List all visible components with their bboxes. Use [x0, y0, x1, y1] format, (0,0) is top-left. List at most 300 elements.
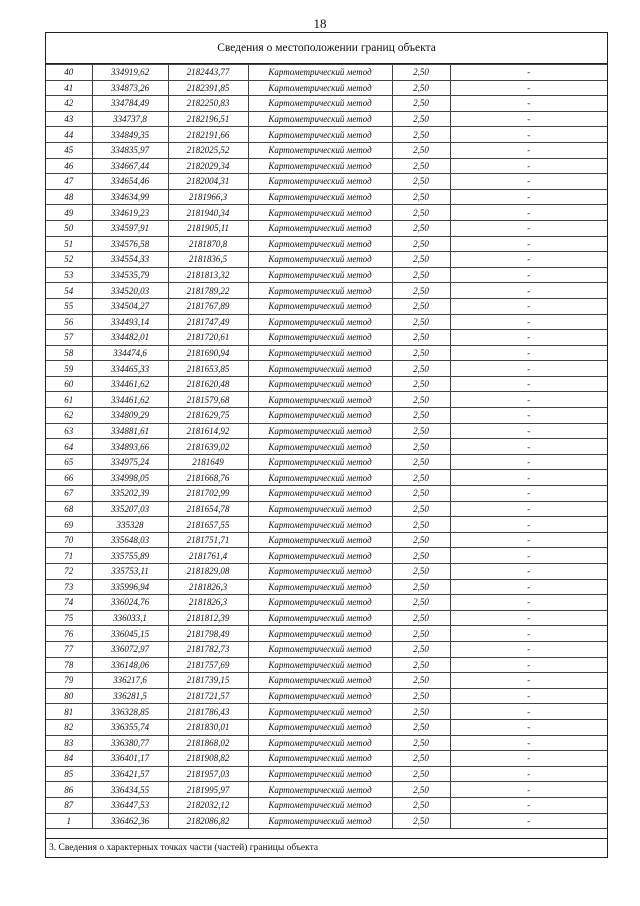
x-coordinate-cell: 336217,6	[92, 673, 168, 689]
point-number-cell: 63	[46, 423, 92, 439]
point-number-cell: 81	[46, 704, 92, 720]
y-coordinate-cell: 2181739,15	[168, 673, 248, 689]
y-coordinate-cell: 2182191,66	[168, 127, 248, 143]
description-cell: -	[450, 174, 607, 190]
method-cell: Картометрический метод	[248, 517, 392, 533]
description-cell: -	[450, 111, 607, 127]
description-cell: -	[450, 766, 607, 782]
accuracy-cell: 2,50	[392, 80, 450, 96]
accuracy-cell: 2,50	[392, 470, 450, 486]
x-coordinate-cell: 334482,01	[92, 330, 168, 346]
table-row	[46, 80, 607, 96]
table-row	[46, 174, 607, 190]
method-cell: Картометрический метод	[248, 283, 392, 299]
y-coordinate-cell: 2181905,11	[168, 220, 248, 236]
table-row	[46, 236, 607, 252]
x-coordinate-cell: 334849,35	[92, 127, 168, 143]
accuracy-cell: 2,50	[392, 532, 450, 548]
point-number-cell: 68	[46, 501, 92, 517]
x-coordinate-cell: 335753,11	[92, 564, 168, 580]
y-coordinate-cell: 2181579,68	[168, 392, 248, 408]
y-coordinate-cell: 2182004,31	[168, 174, 248, 190]
accuracy-cell: 2,50	[392, 548, 450, 564]
method-cell: Картометрический метод	[248, 704, 392, 720]
method-cell: Картометрический метод	[248, 688, 392, 704]
section-title: Сведения о местоположении границ объекта	[46, 33, 607, 64]
accuracy-cell: 2,50	[392, 189, 450, 205]
y-coordinate-cell: 2181829,08	[168, 564, 248, 580]
x-coordinate-cell: 336072,97	[92, 641, 168, 657]
accuracy-cell: 2,50	[392, 486, 450, 502]
x-coordinate-cell: 334576,58	[92, 236, 168, 252]
accuracy-cell: 2,50	[392, 174, 450, 190]
point-number-cell: 48	[46, 189, 92, 205]
point-number-cell: 40	[46, 65, 92, 81]
table-row	[46, 719, 607, 735]
description-cell: -	[450, 751, 607, 767]
description-cell: -	[450, 314, 607, 330]
table-row	[46, 579, 607, 595]
x-coordinate-cell: 336434,55	[92, 782, 168, 798]
description-cell: -	[450, 205, 607, 221]
table-row	[46, 376, 607, 392]
y-coordinate-cell: 2181812,39	[168, 610, 248, 626]
table-row	[46, 205, 607, 221]
table-row	[46, 158, 607, 174]
y-coordinate-cell: 2182032,12	[168, 797, 248, 813]
x-coordinate-cell: 334667,44	[92, 158, 168, 174]
x-coordinate-cell: 334809,29	[92, 408, 168, 424]
table-row	[46, 501, 607, 517]
description-cell: -	[450, 236, 607, 252]
table-row	[46, 298, 607, 314]
method-cell: Картометрический метод	[248, 454, 392, 470]
x-coordinate-cell: 334461,62	[92, 392, 168, 408]
table-row	[46, 688, 607, 704]
table-row	[46, 267, 607, 283]
point-number-cell: 50	[46, 220, 92, 236]
accuracy-cell: 2,50	[392, 626, 450, 642]
point-number-cell: 78	[46, 657, 92, 673]
accuracy-cell: 2,50	[392, 797, 450, 813]
table-row	[46, 439, 607, 455]
method-cell: Картометрический метод	[248, 439, 392, 455]
description-cell: -	[450, 142, 607, 158]
description-cell: -	[450, 610, 607, 626]
y-coordinate-cell: 2181826,3	[168, 579, 248, 595]
x-coordinate-cell: 335202,39	[92, 486, 168, 502]
method-cell: Картометрический метод	[248, 626, 392, 642]
method-cell: Картометрический метод	[248, 96, 392, 112]
accuracy-cell: 2,50	[392, 345, 450, 361]
x-coordinate-cell: 334881,61	[92, 423, 168, 439]
point-number-cell: 84	[46, 751, 92, 767]
method-cell: Картометрический метод	[248, 641, 392, 657]
point-number-cell: 80	[46, 688, 92, 704]
accuracy-cell: 2,50	[392, 454, 450, 470]
x-coordinate-cell: 336447,53	[92, 797, 168, 813]
y-coordinate-cell: 2181813,32	[168, 267, 248, 283]
y-coordinate-cell: 2181668,76	[168, 470, 248, 486]
x-coordinate-cell: 334975,24	[92, 454, 168, 470]
description-cell: -	[450, 392, 607, 408]
x-coordinate-cell: 334520,03	[92, 283, 168, 299]
table-row	[46, 65, 607, 81]
accuracy-cell: 2,50	[392, 330, 450, 346]
description-cell: -	[450, 330, 607, 346]
y-coordinate-cell: 2181690,94	[168, 345, 248, 361]
accuracy-cell: 2,50	[392, 392, 450, 408]
accuracy-cell: 2,50	[392, 517, 450, 533]
point-number-cell: 67	[46, 486, 92, 502]
point-number-cell: 56	[46, 314, 92, 330]
table-row	[46, 751, 607, 767]
table-row	[46, 220, 607, 236]
x-coordinate-cell: 334493,14	[92, 314, 168, 330]
accuracy-cell: 2,50	[392, 236, 450, 252]
method-cell: Картометрический метод	[248, 298, 392, 314]
description-cell: -	[450, 189, 607, 205]
x-coordinate-cell: 336045,15	[92, 626, 168, 642]
point-number-cell: 59	[46, 361, 92, 377]
method-cell: Картометрический метод	[248, 719, 392, 735]
method-cell: Картометрический метод	[248, 392, 392, 408]
description-cell: -	[450, 517, 607, 533]
y-coordinate-cell: 2181966,3	[168, 189, 248, 205]
method-cell: Картометрический метод	[248, 766, 392, 782]
y-coordinate-cell: 2181868,02	[168, 735, 248, 751]
accuracy-cell: 2,50	[392, 657, 450, 673]
y-coordinate-cell: 2181649	[168, 454, 248, 470]
y-coordinate-cell: 2181639,02	[168, 439, 248, 455]
accuracy-cell: 2,50	[392, 267, 450, 283]
accuracy-cell: 2,50	[392, 595, 450, 611]
x-coordinate-cell: 336148,06	[92, 657, 168, 673]
accuracy-cell: 2,50	[392, 111, 450, 127]
point-number-cell: 76	[46, 626, 92, 642]
method-cell: Картометрический метод	[248, 330, 392, 346]
method-cell: Картометрический метод	[248, 657, 392, 673]
point-number-cell: 79	[46, 673, 92, 689]
point-number-cell: 55	[46, 298, 92, 314]
table-row	[46, 96, 607, 112]
x-coordinate-cell: 334873,26	[92, 80, 168, 96]
y-coordinate-cell: 2182086,82	[168, 813, 248, 829]
x-coordinate-cell: 335755,89	[92, 548, 168, 564]
table-row	[46, 641, 607, 657]
method-cell: Картометрический метод	[248, 236, 392, 252]
y-coordinate-cell: 2181620,48	[168, 376, 248, 392]
description-cell: -	[450, 158, 607, 174]
point-number-cell: 58	[46, 345, 92, 361]
description-cell: -	[450, 657, 607, 673]
x-coordinate-cell: 335207,03	[92, 501, 168, 517]
method-cell: Картометрический метод	[248, 314, 392, 330]
table-row	[46, 392, 607, 408]
table-row	[46, 111, 607, 127]
accuracy-cell: 2,50	[392, 96, 450, 112]
accuracy-cell: 2,50	[392, 610, 450, 626]
point-number-cell: 82	[46, 719, 92, 735]
description-cell: -	[450, 782, 607, 798]
y-coordinate-cell: 2182029,34	[168, 158, 248, 174]
description-cell: -	[450, 454, 607, 470]
x-coordinate-cell: 335328	[92, 517, 168, 533]
table-row	[46, 735, 607, 751]
description-cell: -	[450, 704, 607, 720]
table-row	[46, 595, 607, 611]
description-cell: -	[450, 127, 607, 143]
accuracy-cell: 2,50	[392, 376, 450, 392]
x-coordinate-cell: 336328,85	[92, 704, 168, 720]
accuracy-cell: 2,50	[392, 252, 450, 268]
method-cell: Картометрический метод	[248, 423, 392, 439]
y-coordinate-cell: 2181657,55	[168, 517, 248, 533]
y-coordinate-cell: 2181782,73	[168, 641, 248, 657]
y-coordinate-cell: 2181629,75	[168, 408, 248, 424]
method-cell: Картометрический метод	[248, 361, 392, 377]
x-coordinate-cell: 334554,33	[92, 252, 168, 268]
y-coordinate-cell: 2181614,92	[168, 423, 248, 439]
x-coordinate-cell: 335648,03	[92, 532, 168, 548]
table-row	[46, 408, 607, 424]
x-coordinate-cell: 334737,8	[92, 111, 168, 127]
point-number-cell: 44	[46, 127, 92, 143]
description-cell: -	[450, 564, 607, 580]
point-number-cell: 87	[46, 797, 92, 813]
description-cell: -	[450, 408, 607, 424]
point-number-cell: 83	[46, 735, 92, 751]
method-cell: Картометрический метод	[248, 751, 392, 767]
point-number-cell: 41	[46, 80, 92, 96]
description-cell: -	[450, 96, 607, 112]
y-coordinate-cell: 2181995,97	[168, 782, 248, 798]
point-number-cell: 77	[46, 641, 92, 657]
description-cell: -	[450, 252, 607, 268]
accuracy-cell: 2,50	[392, 298, 450, 314]
description-cell: -	[450, 220, 607, 236]
table-row	[46, 532, 607, 548]
description-cell: -	[450, 579, 607, 595]
y-coordinate-cell: 2182025,52	[168, 142, 248, 158]
description-cell: -	[450, 376, 607, 392]
x-coordinate-cell: 334474,6	[92, 345, 168, 361]
y-coordinate-cell: 2181786,43	[168, 704, 248, 720]
y-coordinate-cell: 2181721,57	[168, 688, 248, 704]
y-coordinate-cell: 2181757,69	[168, 657, 248, 673]
accuracy-cell: 2,50	[392, 719, 450, 735]
coordinates-table-body	[46, 65, 607, 829]
point-number-cell: 45	[46, 142, 92, 158]
accuracy-cell: 2,50	[392, 127, 450, 143]
method-cell: Картометрический метод	[248, 376, 392, 392]
table-row	[46, 517, 607, 533]
description-cell: -	[450, 65, 607, 81]
method-cell: Картометрический метод	[248, 174, 392, 190]
x-coordinate-cell: 336462,36	[92, 813, 168, 829]
method-cell: Картометрический метод	[248, 735, 392, 751]
y-coordinate-cell: 2182391,85	[168, 80, 248, 96]
table-row	[46, 127, 607, 143]
y-coordinate-cell: 2181702,99	[168, 486, 248, 502]
y-coordinate-cell: 2182443,77	[168, 65, 248, 81]
accuracy-cell: 2,50	[392, 423, 450, 439]
y-coordinate-cell: 2181830,01	[168, 719, 248, 735]
accuracy-cell: 2,50	[392, 782, 450, 798]
method-cell: Картометрический метод	[248, 548, 392, 564]
method-cell: Картометрический метод	[248, 486, 392, 502]
y-coordinate-cell: 2181767,89	[168, 298, 248, 314]
point-number-cell: 64	[46, 439, 92, 455]
description-cell: -	[450, 439, 607, 455]
accuracy-cell: 2,50	[392, 766, 450, 782]
x-coordinate-cell: 336033,1	[92, 610, 168, 626]
x-coordinate-cell: 334784,49	[92, 96, 168, 112]
point-number-cell: 53	[46, 267, 92, 283]
method-cell: Картометрический метод	[248, 813, 392, 829]
y-coordinate-cell: 2181761,4	[168, 548, 248, 564]
description-cell: -	[450, 548, 607, 564]
x-coordinate-cell: 334597,91	[92, 220, 168, 236]
section-3-heading: 3. Сведения о характерных точках части (частей) границы объекта	[46, 838, 607, 857]
table-row	[46, 813, 607, 829]
method-cell: Картометрический метод	[248, 610, 392, 626]
table-row	[46, 704, 607, 720]
accuracy-cell: 2,50	[392, 158, 450, 174]
y-coordinate-cell: 2181870,8	[168, 236, 248, 252]
y-coordinate-cell: 2182196,51	[168, 111, 248, 127]
point-number-cell: 46	[46, 158, 92, 174]
accuracy-cell: 2,50	[392, 142, 450, 158]
table-row	[46, 797, 607, 813]
x-coordinate-cell: 334919,62	[92, 65, 168, 81]
point-number-cell: 1	[46, 813, 92, 829]
table-row	[46, 766, 607, 782]
accuracy-cell: 2,50	[392, 439, 450, 455]
table-row	[46, 657, 607, 673]
page-number: 18	[313, 16, 327, 31]
x-coordinate-cell: 336421,57	[92, 766, 168, 782]
point-number-cell: 51	[46, 236, 92, 252]
y-coordinate-cell: 2181747,49	[168, 314, 248, 330]
accuracy-cell: 2,50	[392, 704, 450, 720]
accuracy-cell: 2,50	[392, 735, 450, 751]
accuracy-cell: 2,50	[392, 205, 450, 221]
method-cell: Картометрический метод	[248, 797, 392, 813]
method-cell: Картометрический метод	[248, 220, 392, 236]
method-cell: Картометрический метод	[248, 595, 392, 611]
x-coordinate-cell: 336024,76	[92, 595, 168, 611]
table-row	[46, 345, 607, 361]
table-row	[46, 470, 607, 486]
y-coordinate-cell: 2181940,34	[168, 205, 248, 221]
description-cell: -	[450, 532, 607, 548]
accuracy-cell: 2,50	[392, 813, 450, 829]
y-coordinate-cell: 2181789,22	[168, 283, 248, 299]
description-cell: -	[450, 595, 607, 611]
method-cell: Картометрический метод	[248, 205, 392, 221]
point-number-cell: 73	[46, 579, 92, 595]
x-coordinate-cell: 334998,05	[92, 470, 168, 486]
description-cell: -	[450, 283, 607, 299]
point-number-cell: 47	[46, 174, 92, 190]
point-number-cell: 75	[46, 610, 92, 626]
point-number-cell: 57	[46, 330, 92, 346]
accuracy-cell: 2,50	[392, 641, 450, 657]
table-row	[46, 626, 607, 642]
x-coordinate-cell: 334893,66	[92, 439, 168, 455]
description-cell: -	[450, 719, 607, 735]
description-cell: -	[450, 626, 607, 642]
coordinates-table	[46, 64, 607, 829]
accuracy-cell: 2,50	[392, 564, 450, 580]
x-coordinate-cell: 334504,27	[92, 298, 168, 314]
table-row	[46, 564, 607, 580]
description-cell: -	[450, 345, 607, 361]
point-number-cell: 74	[46, 595, 92, 611]
point-number-cell: 61	[46, 392, 92, 408]
accuracy-cell: 2,50	[392, 751, 450, 767]
y-coordinate-cell: 2181826,3	[168, 595, 248, 611]
accuracy-cell: 2,50	[392, 673, 450, 689]
point-number-cell: 62	[46, 408, 92, 424]
method-cell: Картометрический метод	[248, 564, 392, 580]
table-row	[46, 423, 607, 439]
y-coordinate-cell: 2181957,03	[168, 766, 248, 782]
accuracy-cell: 2,50	[392, 579, 450, 595]
x-coordinate-cell: 334619,23	[92, 205, 168, 221]
description-cell: -	[450, 298, 607, 314]
method-cell: Картометрический метод	[248, 501, 392, 517]
x-coordinate-cell: 336355,74	[92, 719, 168, 735]
coordinates-table-frame	[45, 32, 608, 858]
accuracy-cell: 2,50	[392, 314, 450, 330]
point-number-cell: 43	[46, 111, 92, 127]
table-row	[46, 610, 607, 626]
method-cell: Картометрический метод	[248, 673, 392, 689]
description-cell: -	[450, 735, 607, 751]
y-coordinate-cell: 2182250,83	[168, 96, 248, 112]
table-row	[46, 314, 607, 330]
y-coordinate-cell: 2181836,5	[168, 252, 248, 268]
x-coordinate-cell: 336401,17	[92, 751, 168, 767]
method-cell: Картометрический метод	[248, 189, 392, 205]
x-coordinate-cell: 334654,46	[92, 174, 168, 190]
description-cell: -	[450, 813, 607, 829]
table-row	[46, 361, 607, 377]
x-coordinate-cell: 335996,94	[92, 579, 168, 595]
x-coordinate-cell: 336281,5	[92, 688, 168, 704]
description-cell: -	[450, 641, 607, 657]
table-row	[46, 548, 607, 564]
description-cell: -	[450, 797, 607, 813]
description-cell: -	[450, 486, 607, 502]
method-cell: Картометрический метод	[248, 65, 392, 81]
description-cell: -	[450, 501, 607, 517]
method-cell: Картометрический метод	[248, 532, 392, 548]
table-row	[46, 330, 607, 346]
description-cell: -	[450, 80, 607, 96]
point-number-cell: 69	[46, 517, 92, 533]
method-cell: Картометрический метод	[248, 267, 392, 283]
y-coordinate-cell: 2181751,71	[168, 532, 248, 548]
point-number-cell: 70	[46, 532, 92, 548]
x-coordinate-cell: 334634,99	[92, 189, 168, 205]
x-coordinate-cell: 334835,97	[92, 142, 168, 158]
accuracy-cell: 2,50	[392, 65, 450, 81]
method-cell: Картометрический метод	[248, 579, 392, 595]
point-number-cell: 60	[46, 376, 92, 392]
